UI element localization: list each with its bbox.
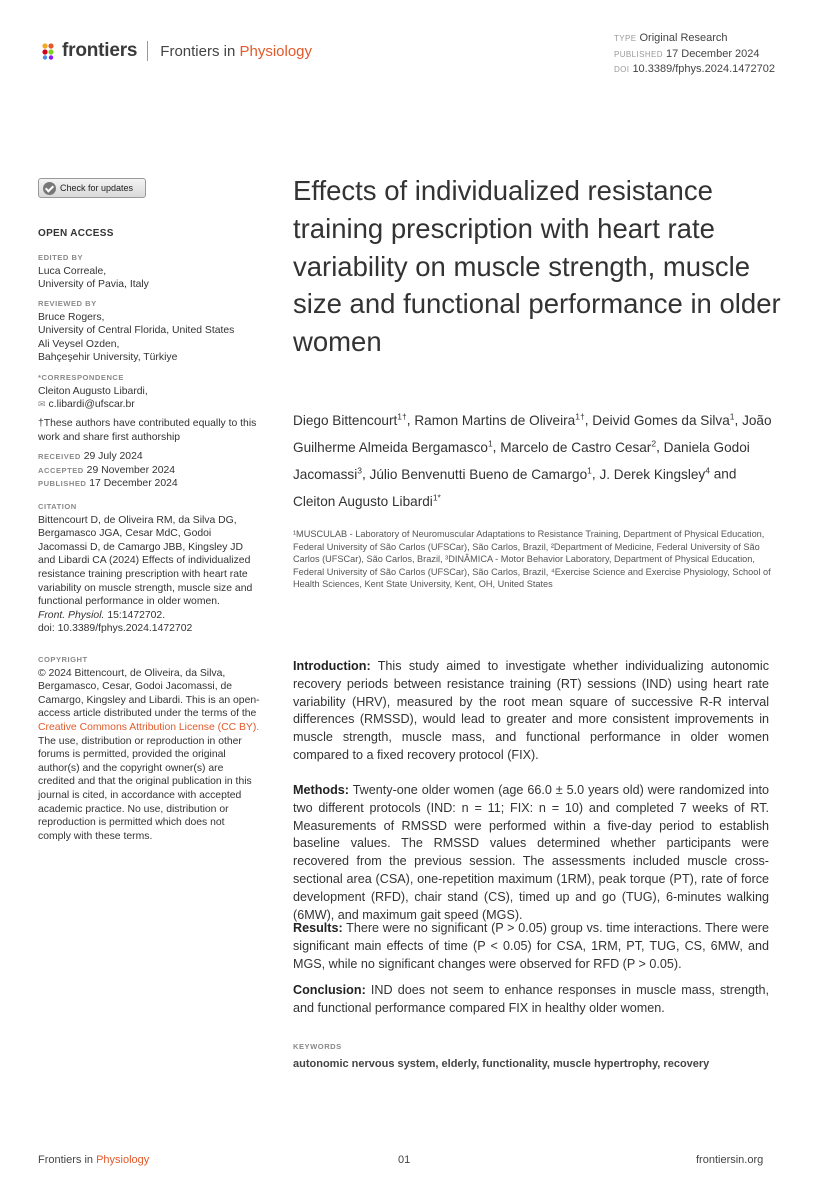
cc-by-license-link[interactable]: Creative Commons Attribution License (CC BY). [38,721,260,733]
copyright: COPYRIGHT © 2024 Bittencourt, de Oliveira, da Silva, Bergamasco, Cesar, Godoi Jacomassi, de Camargo, Kingsley and Libardi. This is an open-access article distributed under the terms of the Creative Commons Attribution License (CC BY). The use, distribution or reproduction in other forums is permitted, provided the original author(s) and the copyright owner(s) are credited and that the original publication in this journal is cited, in accordance with accepted academic practice. No use, distribution or reproduction is permitted which does not comply with these terms. [38,655,260,842]
author[interactable]: Diego Bittencourt$^{1\dagger}$ [293,411,407,428]
abstract-introduction: Introduction: This study aimed to investigate whether individualizing autonomic recovery periods between resistance training (RT) sessions (IND) using heart rate variability (HRV), measured by the root mean square of successive R-R interval differences (RMSSD), would lead to greater and more consistent improvements in muscle strength, muscle mass, and functional performance in older women compared to a fixed recovery protocol (FIX). [293,659,769,762]
author[interactable]: Marcelo de Castro Cesar$^2$ [500,438,657,455]
check-for-updates-button[interactable]: Check for updates [38,178,146,198]
header-divider [147,41,148,61]
affiliations: ¹MUSCULAB - Laboratory of Neuromuscular Adaptations to Resistance Training, Department of Physical Education, Federal University of São Carlos (UFSCar), São Carlos, Brazil, ²Department of Medicine, Federal University of São Carlos (UFSCar), São Carlos, Brazil, ³DINÂMICA - Motor Behavior Laboratory, Department of Physical Education, Federal University of São Carlos (UFSCar), São Carlos, Brazil, ⁴Exercise Science and Exercise Physiology, School of Health Sciences, Kent State University, Kent, OH, United States [293,529,771,590]
frontiers-logo [40,40,312,62]
open-access-label: OPEN ACCESS [38,228,114,239]
mail-icon: ✉ [38,399,46,410]
check-icon [43,182,56,195]
author-list: Diego Bittencourt$^{1\dagger}$, Ramon Martins de Oliveira$^{1\dagger}$, Deivid Gomes da Silva$^1$, João Guilherme Almeida Bergamasco$^1$, Marcelo de Castro Cesar$^2$, Daniela Godoi Jacomassi$^3$, Júlio Benvenutti Bueno de Camargo$^1$, J. Derek Kingsley$^4$ and Cleiton Augusto Libardi$^{1*}$ [293,411,772,510]
author[interactable]: Deivid Gomes da Silva$^1$ [592,411,735,428]
abstract-results: Results: There were no significant (P > 0.05) group vs. time interactions. There were significant main effects of time (P < 0.05) for CSA, 1RM, PT, TUG, CS, 6MW, and MGS, while no significant changes were observed for RFD (P > 0.05). [293,921,769,971]
correspondence: *CORRESPONDENCE Cleiton Augusto Libardi, ✉ c.libardi@ufscar.br [38,373,148,411]
author[interactable]: Daniela Godoi Jacomassi$^3$ [293,439,750,482]
author[interactable]: Ramon Martins de Oliveira$^{1\dagger}$ [414,411,585,428]
footer-journal[interactable]: Frontiers in Physiology [38,1154,150,1166]
correspondence-email[interactable]: c.libardi@ufscar.br [48,399,135,411]
article-title: Effects of individualized resistance training prescription with heart rate variability on muscle strength, muscle size and functional performance in older women [293,175,781,358]
edited-by: EDITED BY Luca Correale, University of Pavia, Italy [38,253,149,291]
dates: RECEIVED 29 July 2024 ACCEPTED 29 November 2024 PUBLISHED 17 December 2024 [38,451,178,490]
equal-contribution-note: †These authors have contributed equally to this work and share first authorship [38,418,257,443]
article-type: Original Research [639,32,728,44]
author[interactable]: Cleiton Augusto Libardi$^{1*}$ [293,492,441,510]
journal-name[interactable]: Frontiers in Physiology [160,42,313,60]
author[interactable]: João Guilherme Almeida Bergamasco$^1$ [293,412,772,455]
published-date: 17 December 2024 [665,47,760,60]
frontiers-logo-icon [40,42,58,60]
logo-wordmark: frontiers [62,40,138,61]
reviewed-by: REVIEWED BY Bruce Rogers, University of Central Florida, United States Ali Veysel Ozden, Bahçeşehir University, Türkiye [38,299,235,364]
abstract-conclusion: Conclusion: IND does not seem to enhance responses in muscle mass, strength, and functional performance compared FIX in healthy older women. [293,983,769,1015]
citation-doi[interactable]: doi: 10.3389/fphys.2024.1472702 [38,623,193,635]
page-number: 01 [398,1154,411,1166]
citation: CITATION Bittencourt D, de Oliveira RM, da Silva DG, Bergamasco JGA, Cesar MdC, Godoi Jacomassi D, de Camargo JBB, Kingsley JD and Libardi CA (2024) Effects of individualized resistance training prescription with heart rate variability on muscle strength, muscle size and functional performance in older women. Front. Physiol. 15:1472702. doi: 10.3389/fphys.2024.1472702 [38,500,260,636]
doi-link[interactable]: 10.3389/fphys.2024.1472702 [632,63,775,75]
keywords-label: KEYWORDS [293,1042,342,1051]
author[interactable]: Júlio Benvenutti Bueno de Camargo$^1$ [369,465,592,482]
article-meta: TYPE Original Research PUBLISHED 17 December 2024 DOI 10.3389/fphys.2024.1472702 [614,32,775,75]
abstract-methods: Methods: Twenty-one older women (age 66.0 ± 5.0 years old) were randomized into two different protocols (IND: n = 11; FIX: n = 10) and completed 7 weeks of RT. Measurements of RMSSD were performed within a five-day period to establish baseline values. The RMSSD values determined whether participants were recovered from the previous session. The assessments included muscle cross-sectional area (CSA), one-repetition maximum (1RM), peak torque (PT), rate of force development (RFD), chair stand (CS), timed up and go (TUG), 6-minutes walking (6MW), and maximum gait speed (MGS). [293,783,770,922]
footer-site-link[interactable]: frontiersin.org [696,1154,764,1166]
author[interactable]: J. Derek Kingsley$^4$ [599,465,710,482]
keywords: autonomic nervous system, elderly, functionality, muscle hypertrophy, recovery [293,1058,710,1070]
